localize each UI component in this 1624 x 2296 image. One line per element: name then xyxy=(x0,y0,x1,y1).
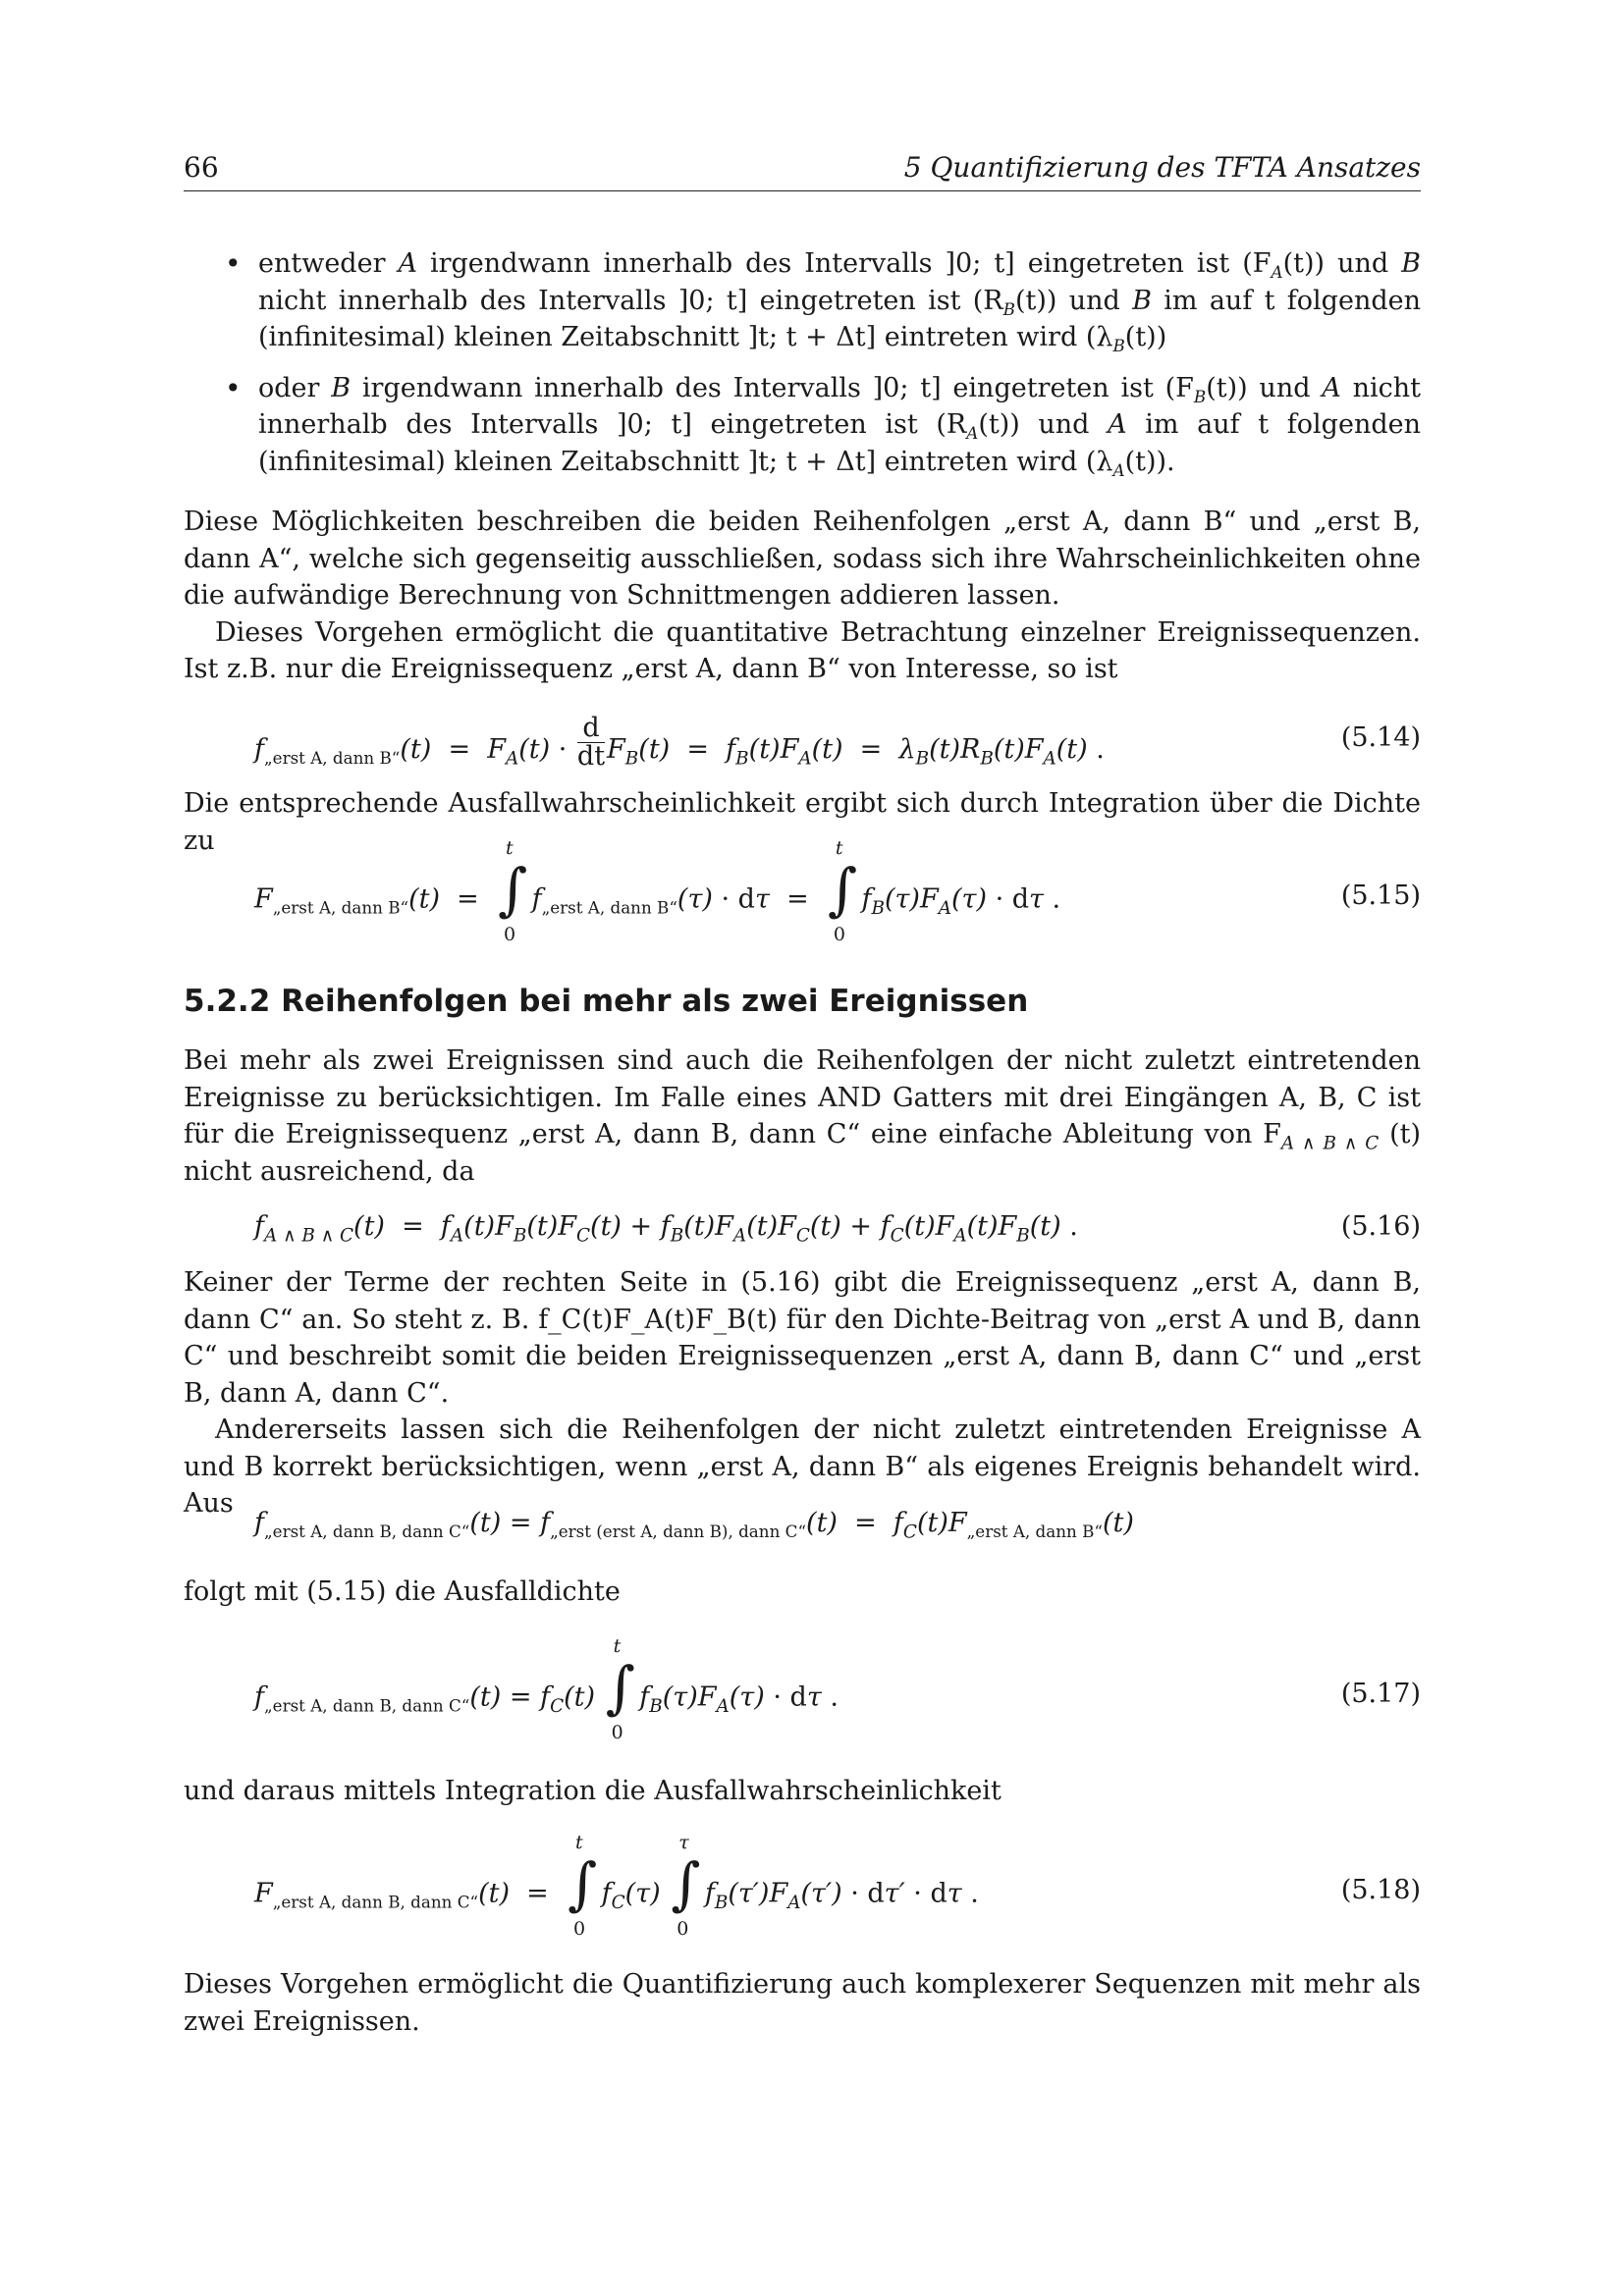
equation-number: (5.15) xyxy=(1340,881,1421,911)
equation-number: (5.17) xyxy=(1340,1679,1421,1709)
equation-chain: $f_{„erst A, dann B, dann C“}(t) = f_{„erst (erst A, dann B), dann C“}(t) = f_C(t)F_{„erst A, dann B“}(t)$ xyxy=(254,1508,1134,1543)
sequence-bullet-list xyxy=(184,245,1421,480)
integral-sign: ∫ t 0 xyxy=(827,837,858,945)
equation-number: (5.18) xyxy=(1340,1875,1421,1905)
paragraph: Keiner der Terme der rechten Seite in (5.16) gibt die Ereignissequenz „erst A, dann B, dann C“ an. So steht z. B. f_C(t)F_A(t)F_B(t) für den Dichte-Beitrag von „erst A und B, dann C“ und beschreibt somit die beiden Ereignissequenzen „erst A, dann B, dann C“ und „erst B, dann A, dann C“. Andererseits lassen sich die Reihenfolgen der nicht zuletzt eintretenden Ereignisse A und B korrekt berücksichtigen, wenn „erst A, dann B“ als eigenes Ereignis behandelt wird. Aus xyxy=(184,1267,1421,1519)
paragraph: folgt mit (5.15) die Ausfalldichte xyxy=(184,1576,621,1607)
paragraph: Die entsprechende Ausfallwahrscheinlichkeit ergibt sich durch Integration über die Dichte zu xyxy=(184,788,1421,856)
equation-number: (5.16) xyxy=(1340,1211,1421,1242)
equation-5-18: $F_{„erst A, dann B, dann C“}(t)$ = ∫ t 0 $f_C(\tau)$ ∫ τ 0 $f_B(\tau')F_A(\tau') \cdot d\tau' \cdot d\tau$ . (5.18) xyxy=(254,1832,1421,1940)
running-header xyxy=(184,147,1421,191)
page-number: 66 xyxy=(184,151,219,184)
section-heading: 5.2.2 Reihenfolgen bei mehr als zwei Ereignissen xyxy=(184,984,1029,1019)
integral-sign: ∫ t 0 xyxy=(605,1635,635,1743)
equation-5-16: $f_{A \wedge B \wedge C}(t) = f_A(t)F_B(t)F_C(t) + f_B(t)F_A(t)F_C(t) + f_C(t)F_A(t)F_B(t)$ . (5.16) xyxy=(254,1211,1421,1247)
integral-sign: ∫ t 0 xyxy=(497,837,528,945)
bullet-item: • entweder A irgendwann innerhalb des Intervalls ]0; t] eingetreten ist $(F_A(t))$ und B nicht innerhalb des Intervalls ]0; t] eingetreten ist $(R_B(t))$ und B im auf t folgenden (infinitesimal) kleinen Zeitabschnitt ]t; t + Δt] eintreten wird $(\lambda_B(t))$ xyxy=(184,245,1421,356)
equation-number: (5.14) xyxy=(1340,722,1421,753)
running-title: 5 Quantifizierung des TFTA Ansatzes xyxy=(903,151,1421,184)
equation-5-15: $F_{„erst A, dann B“}(t)$ = ∫ t 0 $f_{„erst A, dann B“}(\tau) \cdot d\tau$ = ∫ t 0 $f_B(\tau)F_A(\tau) \cdot d\tau$ . (5.15) xyxy=(254,837,1421,945)
paragraph: Diese Möglichkeiten beschreiben die beiden Reihenfolgen „erst A, dann B“ und „erst B, dann A“, welche sich gegenseitig ausschließen, sodass sich ihre Wahrscheinlichkeiten ohne die aufwändige Berechnung von Schnittmengen addieren lassen. Dieses Vorgehen ermöglicht die quantitative Betrachtung einzelner Ereignissequenzen. Ist z.B. nur die Ereignissequenz „erst A, dann B“ von Interesse, so ist xyxy=(184,507,1421,684)
paragraph: Bei mehr als zwei Ereignissen sind auch die Reihenfolgen der nicht zuletzt eintretenden Ereignisse zu berücksichtigen. Im Falle eines AND Gatters mit drei Eingängen A, B, C ist für die Ereignissequenz „erst A, dann B, dann C“ eine einfache Ableitung von $F_{A \wedge B \wedge C}$ (t) nicht ausreichend, da xyxy=(184,1045,1421,1187)
paragraph: und daraus mittels Integration die Ausfallwahrscheinlichkeit xyxy=(184,1776,1001,1806)
paragraph: Dieses Vorgehen ermöglicht die Quantifizierung auch komplexerer Sequenzen mit mehr als zwei Ereignissen. xyxy=(184,1969,1421,2037)
equation-5-14: $f_{„erst A, dann B“}(t) = F_A(t)$ · $\frac{d}{dt}$ $F_B(t) = f_B(t)F_A(t) = \lambda_B(t)R_B(t)F_A(t)$ . (5.14) xyxy=(254,713,1421,772)
bullet-item: • oder B irgendwann innerhalb des Intervalls ]0; t] eingetreten ist $(F_B(t))$ und A nicht innerhalb des Intervalls ]0; t] eingetreten ist $(R_A(t))$ und A im auf t folgenden (infinitesimal) kleinen Zeitabschnitt ]t; t + Δt] eintreten wird $(\lambda_A(t))$. xyxy=(184,370,1421,481)
equation-5-17: $f_{„erst A, dann B, dann C“}(t) = f_C(t)$ ∫ t 0 $f_B(\tau)F_A(\tau) \cdot d\tau$ . (5.17) xyxy=(254,1635,1421,1743)
integral-sign: ∫ t 0 xyxy=(567,1832,598,1940)
bullet-list-block xyxy=(184,245,1421,494)
integral-sign: ∫ τ 0 xyxy=(671,1832,701,1940)
